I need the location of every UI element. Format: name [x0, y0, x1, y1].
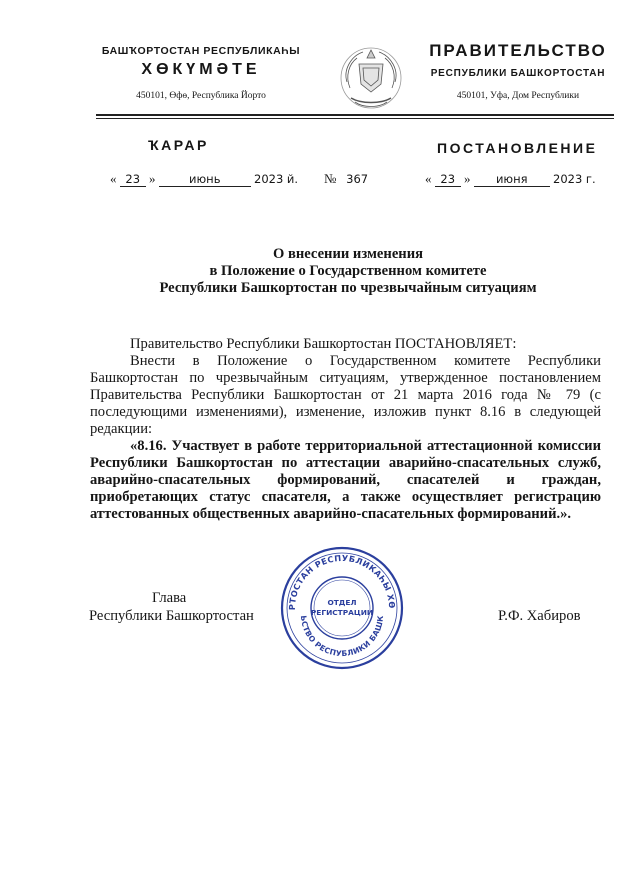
russian-address: 450101, Уфа, Дом Республики	[456, 91, 580, 101]
stamp-outer-text: РТОСТАН РЕСПУБЛИКАҺЫ ХӨ	[286, 552, 398, 611]
right-date-day: 23	[435, 172, 461, 187]
doc-type-russian: ПОСТАНОВЛЕНИЕ	[437, 140, 598, 156]
signatory-position-line-2: Республики Башкортостан	[89, 608, 254, 624]
signatory-position-line-1: Глава	[152, 590, 187, 606]
right-date-month: июня	[474, 172, 550, 187]
russian-org-subtitle: РЕСПУБЛИКИ БАШКОРТОСТАН	[430, 68, 606, 79]
document-title	[96, 246, 600, 297]
signatory-name: Р.Ф. Хабиров	[498, 608, 581, 624]
left-date-year: 2023 й.	[254, 172, 299, 186]
header-rule-thin	[96, 118, 614, 119]
title-line-1: О внесении изменения	[272, 246, 424, 262]
stamp-bottom-text: ЬСТВО РЕСПУБЛИКИ БАШК	[298, 614, 386, 659]
doc-number-value: 367	[346, 172, 369, 186]
right-date-open-quote: «	[425, 171, 432, 186]
doc-number	[324, 171, 368, 187]
left-date-open-quote: «	[110, 171, 117, 186]
stamp-center-line-1: ОТДЕЛ	[327, 598, 357, 607]
russian-org-name: ПРАВИТЕЛЬСТВО	[429, 41, 607, 60]
resolution-paragraph: Внести в Положение о Государственном комитете Республики Башкортостан по чрезвычайным ситуациям, утвержденное постановлением Правительства Республики Башкортостан от 21 марта 2016 года № 79 (с последующими изменениями), изменение, изложив пункт 8.16 в следующей редакции:	[90, 353, 601, 437]
left-date-close-quote: »	[149, 171, 156, 186]
header-rule-thick	[96, 114, 614, 116]
right-date-close-quote: »	[464, 171, 471, 186]
bashkir-address: 450101, Өфө, Республика Йорто	[136, 91, 266, 101]
stamp-center-line-2: РЕГИСТРАЦИИ	[310, 608, 374, 617]
amended-clause: «8.16. Участвует в работе территориальной аттестационной комиссии Республики Башкортостан по аттестации аварийно-спасательных служб, аварийно-спасательных формирований, спасателей и граждан, приобретающих статус спасателя, а также осуществляет регистрацию аттестованных общественных аварийно-спасательных формирований.».	[90, 438, 601, 522]
doc-type-bashkir: ҠАРАР	[148, 137, 209, 153]
title-line-2: в Положение о Государственном комитете	[209, 263, 487, 279]
right-date-year: 2023 г.	[553, 172, 596, 186]
registration-stamp	[277, 543, 407, 673]
right-date	[425, 171, 596, 187]
bashkir-org-name: БАШҠОРТОСТАН РЕСПУБЛИКАҺЫ	[101, 45, 301, 57]
document-body	[90, 336, 601, 523]
coat-of-arms-emblem	[333, 42, 409, 114]
bashkir-org-title: ХӨКҮМӘТЕ	[141, 61, 261, 78]
left-date	[110, 171, 298, 187]
left-date-month: июнь	[159, 172, 251, 187]
left-date-day: 23	[120, 172, 146, 187]
resolution-preamble: Правительство Республики Башкортостан ПОСТАНОВЛЯЕТ:	[130, 336, 517, 352]
title-line-3: Республики Башкортостан по чрезвычайным ситуациям	[159, 280, 537, 296]
doc-number-label: №	[324, 171, 337, 186]
